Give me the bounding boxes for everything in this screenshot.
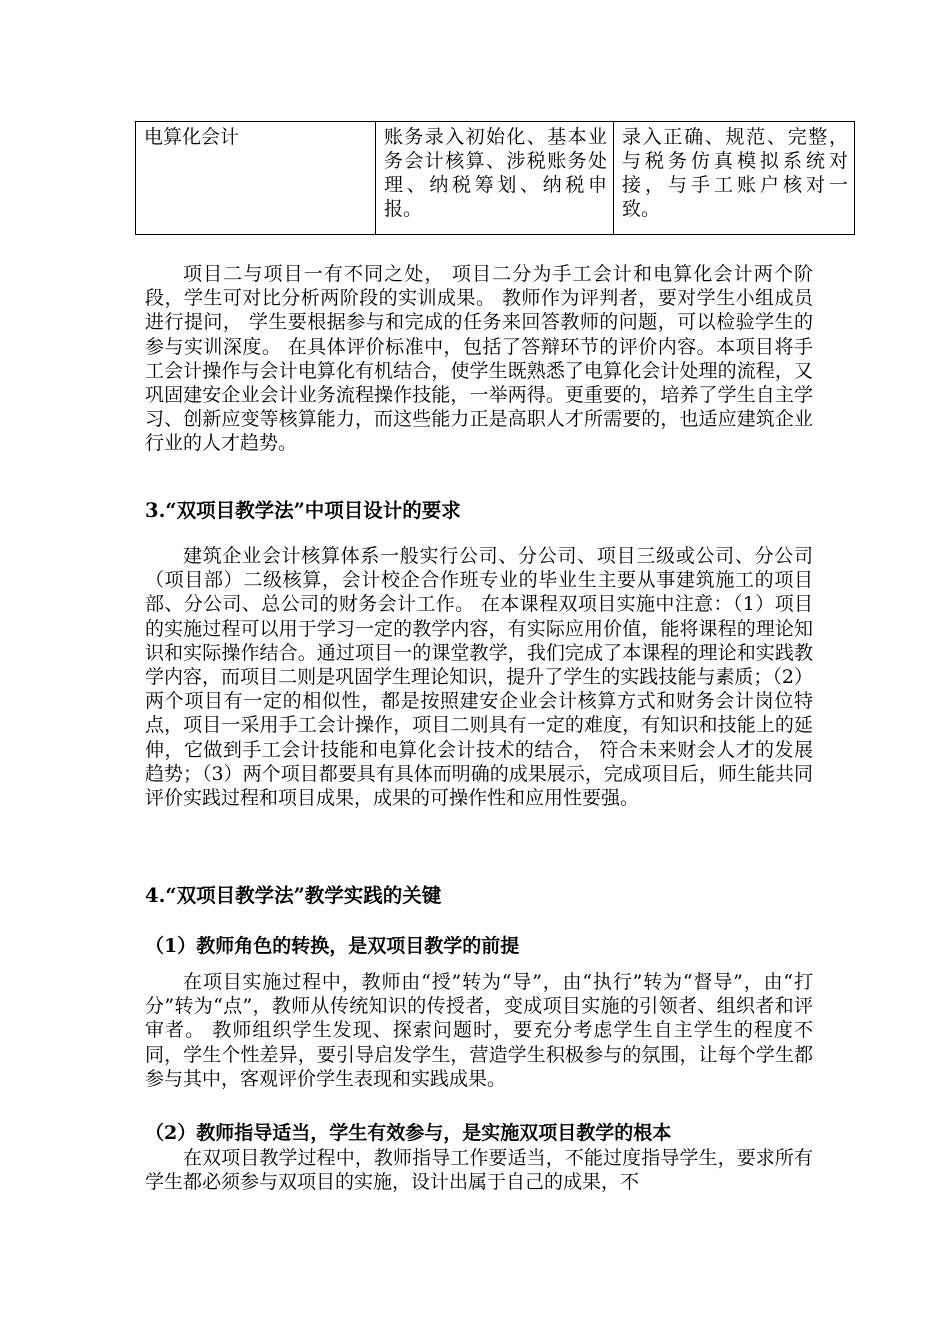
section-heading-3: 3.“双项目教学法”中项目设计的要求 — [145, 499, 461, 522]
table-row — [136, 122, 855, 235]
paragraph-project-design: 建筑企业会计核算体系一般实行公司、分公司、项目三级或公司、分公司（项目部）二级核算，会计校企合作班专业的毕业生主要从事建筑施工的项目部、分公司、总公司的财务会计工作。 在本课程双项目实施中注意：（1）项目的实施过程可以用于学习一定的教学内容，有实际应用价值，能将课程的理论知识和实际操作结合。通过项目一的课堂教学，我们完成了本课程的理论和实践教学内容，而项目二则是巩固学生理论知识，提升了学生的实践技能与素质；（2）两个项目有一定的相似性，都是按照建安企业会计核算方式和财务会计岗位特点，项目一采用手工会计操作，项目二则具有一定的难度，有知识和技能上的延伸，它做到手工会计技能和电算化会计技术的结合， 符合未来财会人才的发展趋势；（3）两个项目都要具有具体而明确的成果展示，完成项目后，师生能共同评价实践过程和项目成果，成果的可操作性和应用性要强。 — [145, 545, 813, 810]
paragraph-teacher-role: 在项目实施过程中，教师由“授”转为“导”，由“执行”转为“督导”，由“打分”转为“点”，教师从传统知识的传授者，变成项目实施的引领者、组织者和评审者。 教师组织学生发现、探索问题时，要充分考虑学生自主学生的程度不同，学生个性差异，要引导启发学生，营造学生积极参与的氛围，让每个学生都参与其中，客观评价学生表现和实践成果。 — [145, 971, 813, 1090]
evaluation-table — [135, 121, 855, 235]
subsection-heading-2: （2）教师指导适当，学生有效参与，是实施双项目教学的根本 — [145, 1122, 672, 1144]
paragraph-project-two: 项目二与项目一有不同之处， 项目二分为手工会计和电算化会计两个阶段，学生可对比分析两阶段的实训成果。 教师作为评判者，要对学生小组成员进行提问， 学生要根据参与和完成的任务来回答教师的问题，可以检验学生的参与实训深度。 在具体评价标准中，包括了答辩环节的评价内容。本项目将手工会计操作与会计电算化有机结合，使学生既熟悉了电算化会计处理的流程，又巩固建安企业会计业务流程操作技能，一举两得。更重要的，培养了学生自主学习、创新应变等核算能力，而这些能力正是高职人才所需要的，也适应建筑企业行业的人才趋势。 — [145, 263, 813, 455]
table-cell-content: 账务录入初始化、基本业务会计核算、涉税账务处理、纳税筹划、纳税申报。 — [376, 122, 614, 235]
table-cell-module: 电算化会计 — [136, 122, 376, 235]
subsection-heading-1: （1）教师角色的转换，是双项目教学的前提 — [145, 935, 520, 957]
paragraph-teacher-guidance: 在双项目教学过程中，教师指导工作要适当，不能过度指导学生，要求所有学生都必须参与双项目的实施，设计出属于自己的成果，不 — [145, 1147, 813, 1194]
section-heading-4: 4.“双项目教学法”教学实践的关键 — [145, 884, 442, 907]
table-cell-standard: 录入正确、规范、完整，与税务仿真模拟系统对接，与手工账户核对一致。 — [614, 122, 855, 235]
